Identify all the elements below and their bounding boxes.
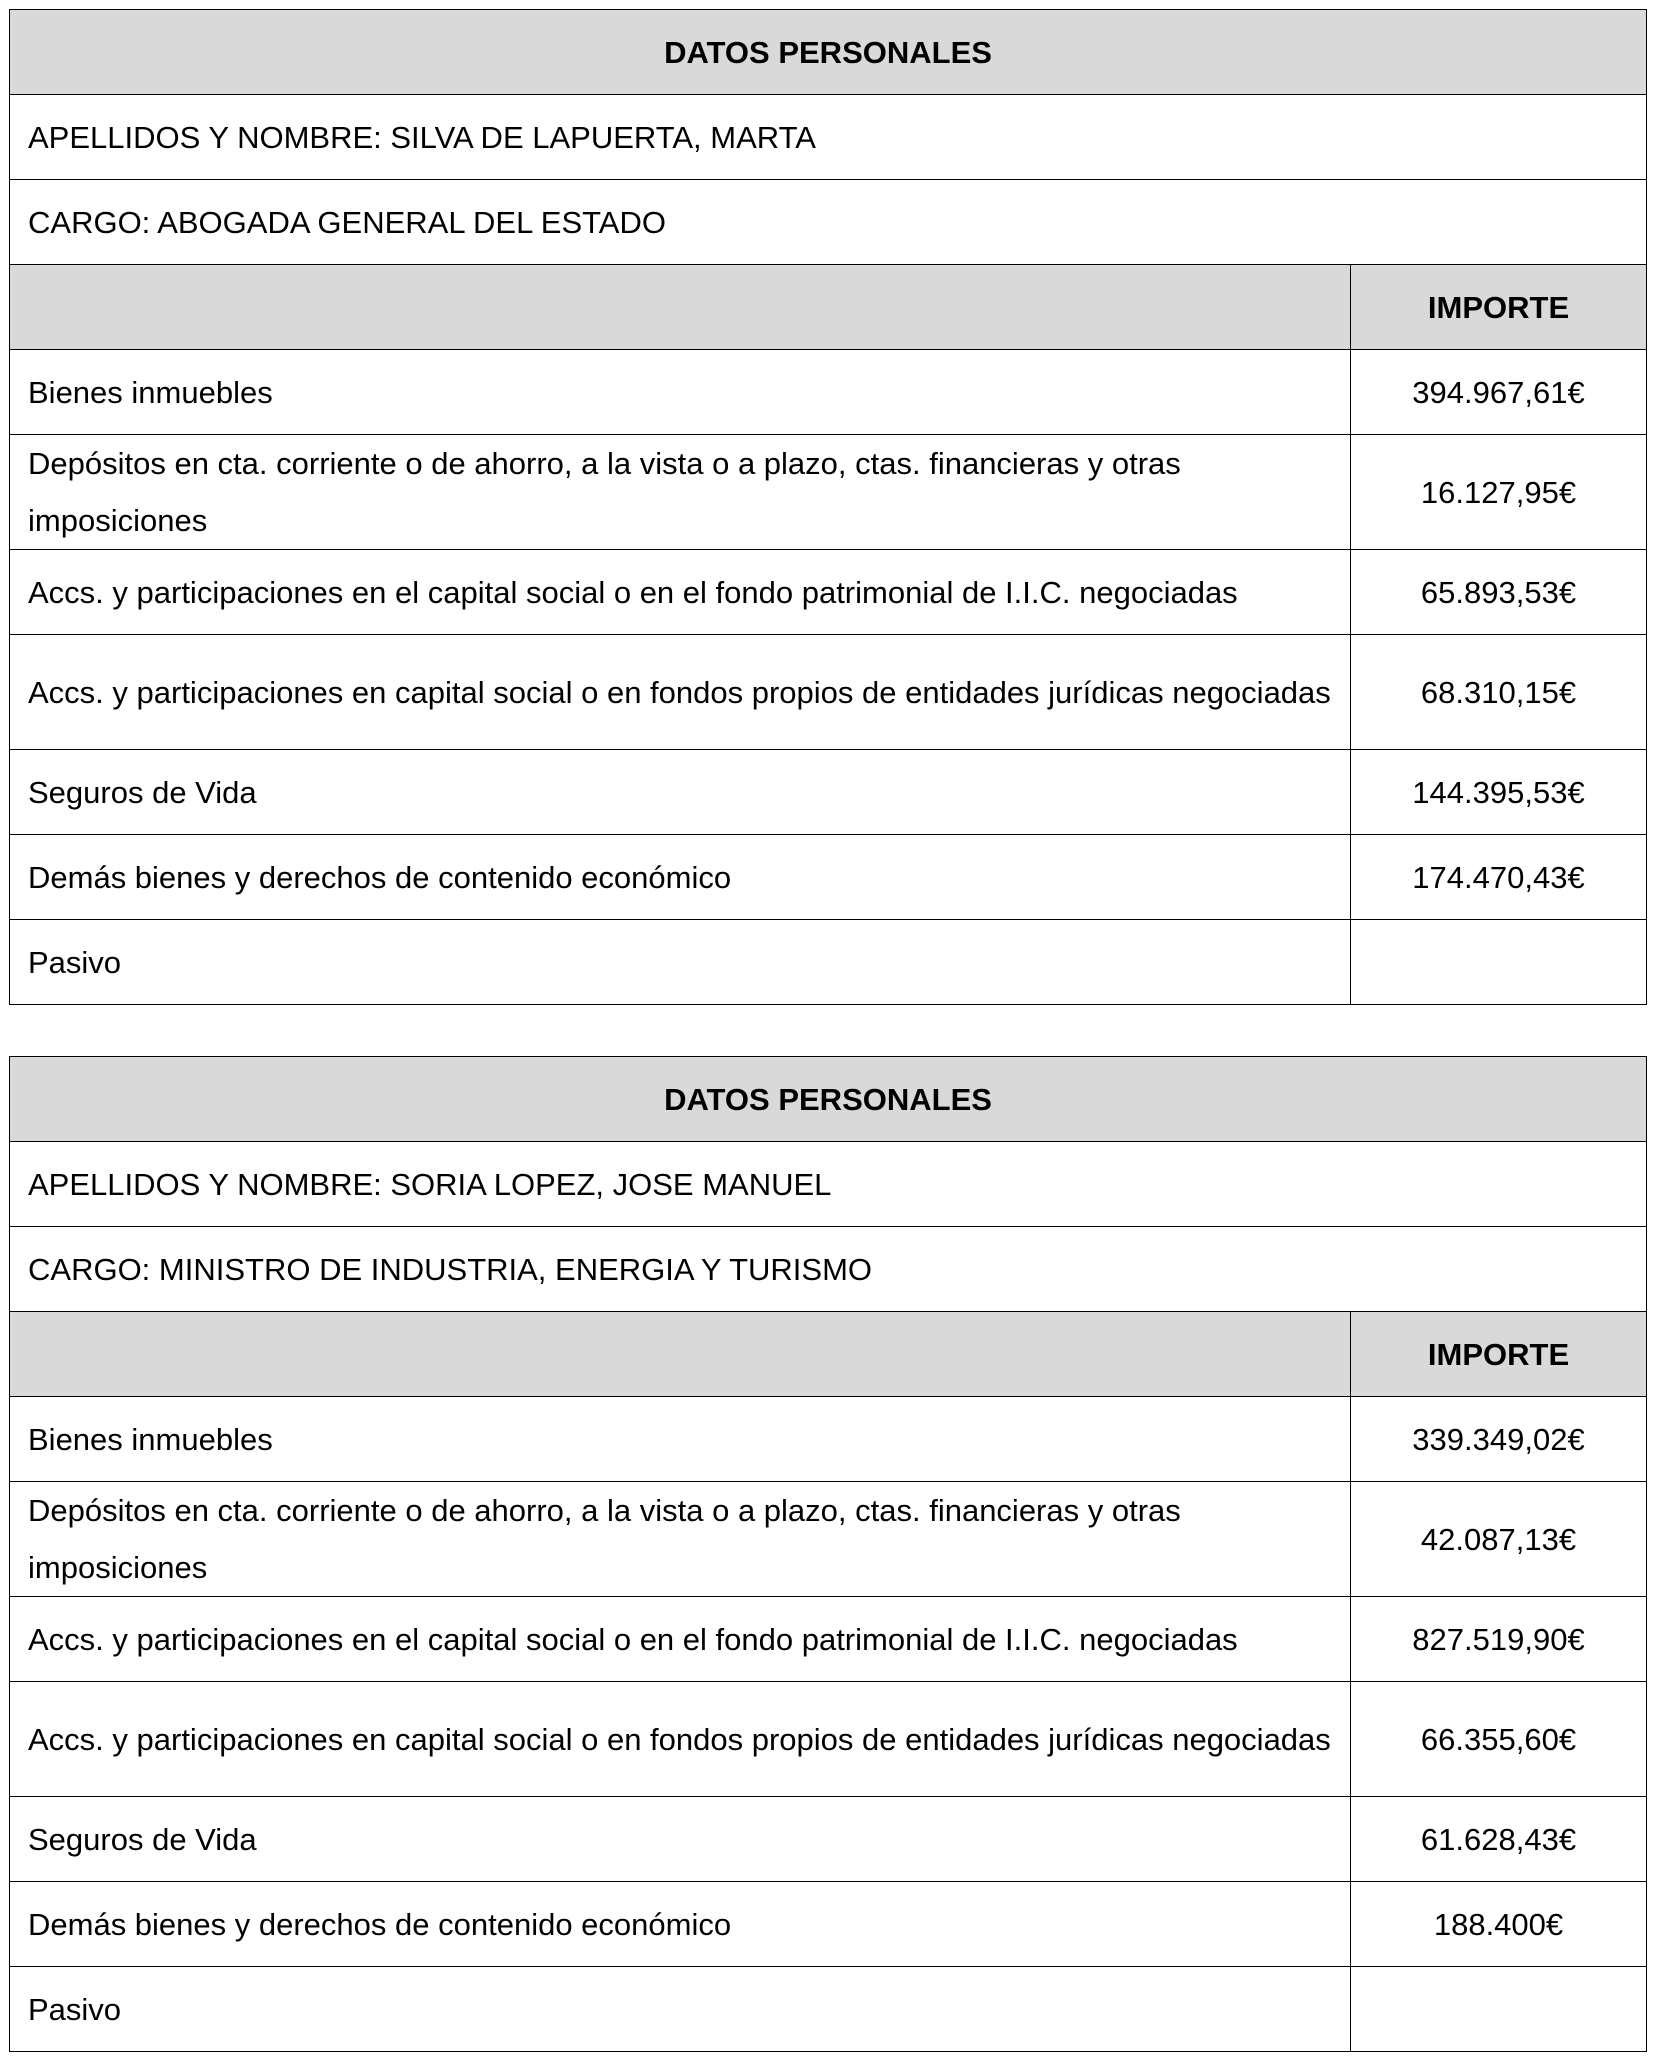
- table-row: [10, 920, 1647, 1005]
- table-row: [10, 1397, 1647, 1482]
- asset-amount: 16.127,95€: [1351, 435, 1647, 550]
- asset-label: Seguros de Vida: [10, 750, 1351, 835]
- name-row: [10, 1142, 1647, 1227]
- amount-column-header: IMPORTE: [1351, 1312, 1647, 1397]
- position-row: [10, 180, 1647, 265]
- table-row: [10, 350, 1647, 435]
- asset-amount: 144.395,53€: [1351, 750, 1647, 835]
- section-header: DATOS PERSONALES: [10, 1057, 1647, 1142]
- position-title: CARGO: MINISTRO DE INDUSTRIA, ENERGIA Y TURISMO: [10, 1227, 1647, 1312]
- asset-amount: 339.349,02€: [1351, 1397, 1647, 1482]
- asset-amount: 394.967,61€: [1351, 350, 1647, 435]
- full-name: APELLIDOS Y NOMBRE: SORIA LOPEZ, JOSE MANUEL: [10, 1142, 1647, 1227]
- asset-label: Depósitos en cta. corriente o de ahorro, a la vista o a plazo, ctas. financieras y otras imposiciones: [10, 435, 1351, 550]
- section-header-row: [10, 1057, 1647, 1142]
- asset-label: Pasivo: [10, 1967, 1351, 2052]
- asset-amount: 174.470,43€: [1351, 835, 1647, 920]
- section-header-row: [10, 10, 1647, 95]
- asset-label: Depósitos en cta. corriente o de ahorro, a la vista o a plazo, ctas. financieras y otras imposiciones: [10, 1482, 1351, 1597]
- table-row: [10, 635, 1647, 750]
- table-row: [10, 835, 1647, 920]
- asset-label: Demás bienes y derechos de contenido económico: [10, 1882, 1351, 1967]
- name-row: [10, 95, 1647, 180]
- asset-amount: 42.087,13€: [1351, 1482, 1647, 1597]
- position-row: [10, 1227, 1647, 1312]
- asset-amount: [1351, 1967, 1647, 2052]
- table-row: [10, 1597, 1647, 1682]
- table-row: [10, 1797, 1647, 1882]
- section-header: DATOS PERSONALES: [10, 10, 1647, 95]
- asset-declaration-table: [9, 1056, 1647, 2052]
- table-row: [10, 1682, 1647, 1797]
- asset-label: Pasivo: [10, 920, 1351, 1005]
- table-row: [10, 750, 1647, 835]
- table-row: [10, 550, 1647, 635]
- position-title: CARGO: ABOGADA GENERAL DEL ESTADO: [10, 180, 1647, 265]
- asset-label: Demás bienes y derechos de contenido económico: [10, 835, 1351, 920]
- asset-label: Accs. y participaciones en capital social o en fondos propios de entidades jurídicas negociadas: [10, 635, 1351, 750]
- blank-header-cell: [10, 265, 1351, 350]
- table-row: [10, 1482, 1647, 1597]
- asset-amount: 68.310,15€: [1351, 635, 1647, 750]
- table-row: [10, 1882, 1647, 1967]
- asset-label: Bienes inmuebles: [10, 1397, 1351, 1482]
- asset-amount: 65.893,53€: [1351, 550, 1647, 635]
- asset-amount: 188.400€: [1351, 1882, 1647, 1967]
- asset-label: Accs. y participaciones en el capital social o en el fondo patrimonial de I.I.C. negociadas: [10, 550, 1351, 635]
- asset-amount: [1351, 920, 1647, 1005]
- blank-header-cell: [10, 1312, 1351, 1397]
- table-row: [10, 435, 1647, 550]
- asset-label: Seguros de Vida: [10, 1797, 1351, 1882]
- asset-amount: 827.519,90€: [1351, 1597, 1647, 1682]
- asset-amount: 66.355,60€: [1351, 1682, 1647, 1797]
- amount-header-row: [10, 265, 1647, 350]
- full-name: APELLIDOS Y NOMBRE: SILVA DE LAPUERTA, MARTA: [10, 95, 1647, 180]
- amount-column-header: IMPORTE: [1351, 265, 1647, 350]
- asset-label: Bienes inmuebles: [10, 350, 1351, 435]
- amount-header-row: [10, 1312, 1647, 1397]
- asset-label: Accs. y participaciones en el capital social o en el fondo patrimonial de I.I.C. negociadas: [10, 1597, 1351, 1682]
- asset-declaration-table: [9, 9, 1647, 1005]
- asset-amount: 61.628,43€: [1351, 1797, 1647, 1882]
- table-row: [10, 1967, 1647, 2052]
- asset-label: Accs. y participaciones en capital social o en fondos propios de entidades jurídicas negociadas: [10, 1682, 1351, 1797]
